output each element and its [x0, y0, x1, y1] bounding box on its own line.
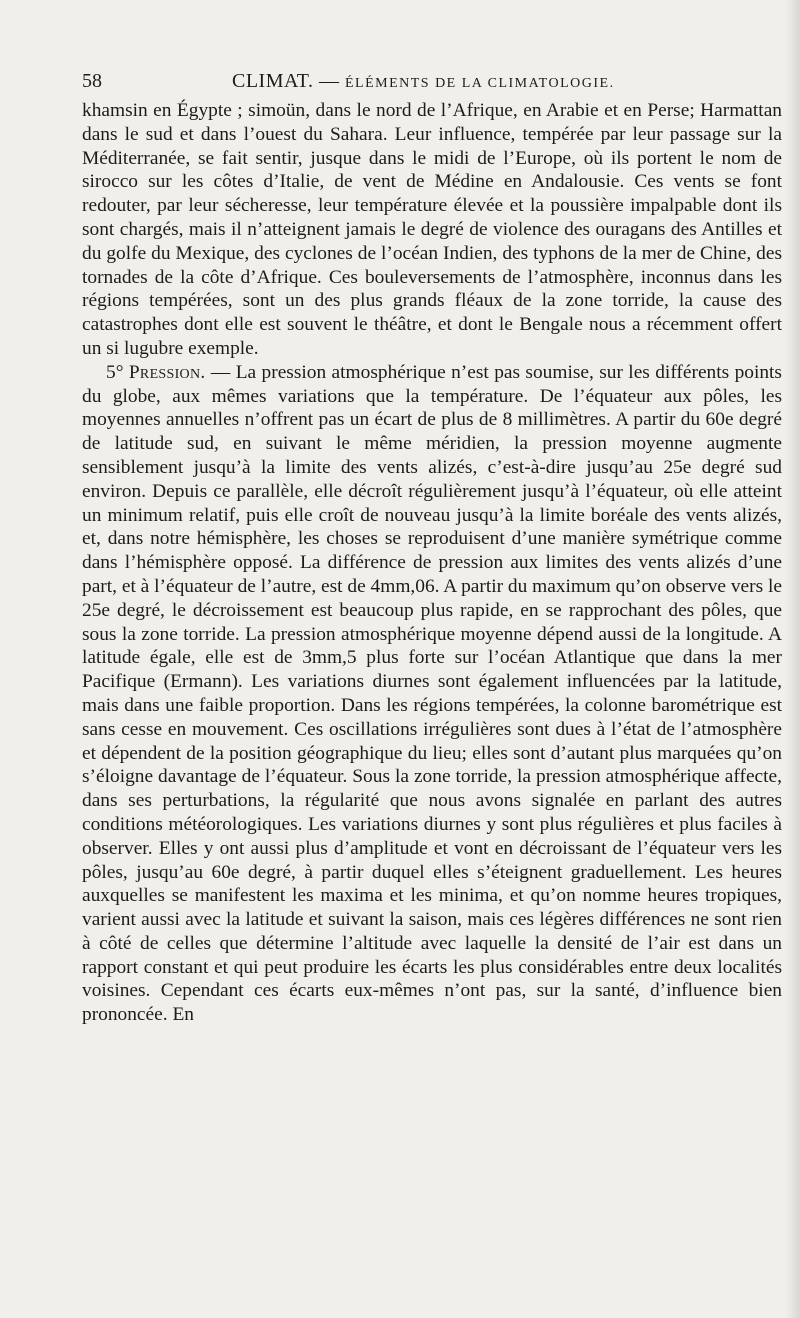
paragraph-pression: [82, 361, 782, 1027]
paragraph-winds: khamsin en Égypte ; simoün, dans le nord de l’Afrique, en Arabie et en Perse; Harmattan dans le sud et dans l’ouest du Sahara. Leur influence, tempérée par leur passage sur la Méditerranée, se fait sentir, jusque dans le midi de l’Europe, où ils portent le nom de sirocco sur les côtes d’Italie, de vent de Médine en Andalousie. Ces vents se font redouter, par leur sécheresse, leur température élevée et la poussière impalpable dont ils sont chargés, mais il n’atteignent jamais le degré de violence des ouragans des Antilles et du golfe du Mexique, des cyclones de l’océan Indien, des typhons de la mer de Chine, des tornades de la côte d’Afrique. Ces bouleversements de l’atmosphère, inconnus dans les régions tempérées, sont un des plus grands fléaux de la zone torride, la cause des catastrophes dont elle est souvent le théâtre, et dont le Bengale nous a récemment offert un si lugubre exemple.: [82, 100, 782, 359]
running-head-separator: —: [313, 70, 345, 92]
running-head: [232, 66, 615, 99]
section-text: La pression atmosphérique n’est pas soumise, sur les différents points du globe, aux mêmes variations que la température. De l’équateur aux pôles, les moyennes annuelles n’offrent pas un écart de plus de 8 millimètres. A partir du 60e degré de latitude sud, en suivant le même méridien, la pression moyenne augmente sensiblement jusqu’à la limite des vents alizés, c’est-à-dire jusqu’au 25e degré sud environ. Depuis ce parallèle, elle décroît régulièrement jusqu’à l’équateur, où elle atteint un minimum relatif, puis elle croît de nouveau jusqu’à la limite boréale des vents alizés, et, dans notre hémisphère, les choses se reproduisent d’une manière symétrique comme dans l’hémisphère opposé. La différence de pression aux limites des vents alizés d’une part, et à l’équateur de l’autre, est de 4mm,06. A partir du maximum qu’on observe vers le 25e degré, le décroissement est beaucoup plus rapide, en se rapprochant des pôles, que sous la zone torride. La pression atmosphérique moyenne dépend aussi de la longitude. A latitude égale, elle est de 3mm,5 plus forte sur l’océan Atlantique que dans la mer Pacifique (Ermann). Les variations diurnes sont également influencées par la latitude, mais dans une faible proportion. Dans les régions tempérées, la colonne barométrique est sans cesse en mouvement. Ces oscillations irrégulières sont dues à l’état de l’atmosphère et dépendent de la position géographique du lieu; elles sont d’autant plus marquées qu’on s’éloigne davantage de l’équateur. Sous la zone torride, la pression atmosphérique affecte, dans ses perturbations, la régularité que nous avons signalée en parlant des autres conditions météorologiques. Les variations diurnes y sont plus régulières et plus faciles à observer. Elles y ont aussi plus d’amplitude et vont en décroissant de l’équateur vers les pôles, jusqu’au 60e degré, à partir duquel elles s’éteignent graduellement. Les heures auxquelles se manifestent les maxima et les minima, et qu’on nomme heures tropiques, varient aussi avec la latitude et suivant la saison, mais ces légères différences ne sont rien à côté de celles que détermine l’altitude avec laquelle la densité de l’air est dans un rapport constant et qui peut produire les écarts les plus considérables entre deux localités voisines. Cependant ces écarts eux-mêmes n’ont pas, sur la santé, d’influence bien prononcée. En: [82, 361, 783, 1026]
running-head-subtitle: ÉLÉMENTS DE LA CLIMATOLOGIE.: [344, 76, 615, 91]
page-edge-shadow: [786, 0, 800, 1318]
running-head-title: CLIMAT.: [232, 70, 314, 92]
page-header: [82, 66, 782, 96]
section-number: 5°: [106, 361, 124, 383]
page-number: 58: [82, 70, 102, 92]
section-dash: —: [205, 361, 236, 383]
body-text: [82, 99, 782, 1027]
section-label: Pression.: [128, 361, 206, 383]
